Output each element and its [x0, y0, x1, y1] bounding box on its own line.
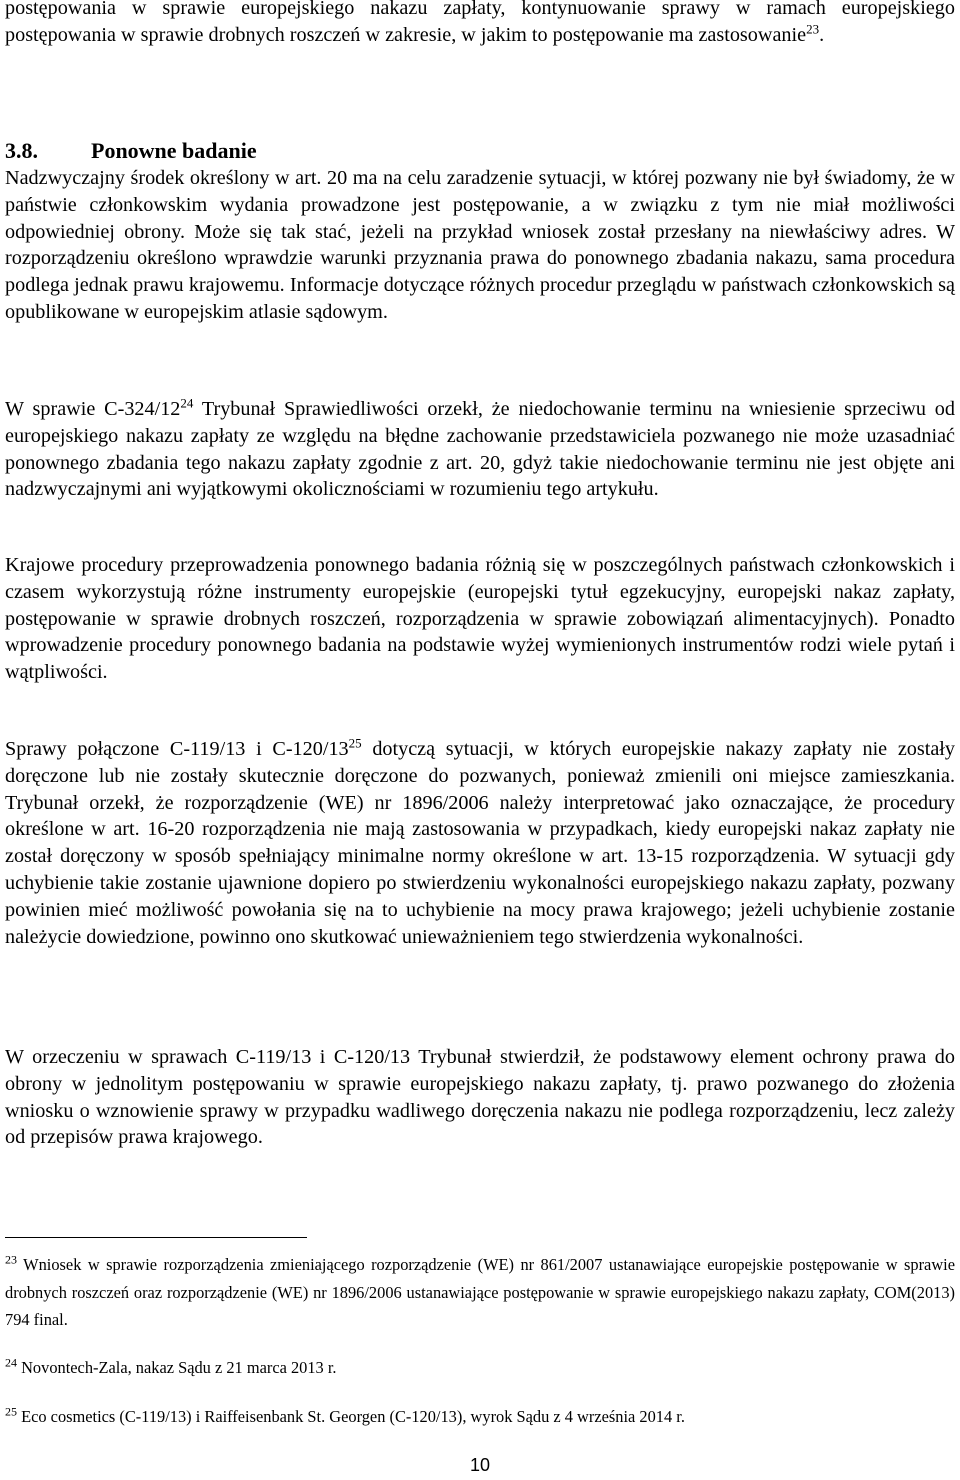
- paragraph-c119-start: Sprawy połączone C-119/13 i C-120/13: [5, 738, 349, 760]
- footnote-text: Eco cosmetics (C-119/13) i Raiffeisenbank St. Georgen (C-120/13), wyrok Sądu z 4 września 2014 r.: [17, 1407, 685, 1426]
- footnote-separator: [5, 1237, 307, 1238]
- paragraph-c119: [5, 736, 955, 950]
- page-number: 10: [469, 1455, 491, 1475]
- footnote-25: [5, 1403, 955, 1431]
- footnote-text: Novontech-Zala, nakaz Sądu z 21 marca 2013 r.: [17, 1358, 337, 1377]
- footnote-ref-23[interactable]: 23: [806, 21, 820, 37]
- footnote-ref-24[interactable]: 24: [180, 395, 194, 411]
- section-title: Ponowne badanie: [91, 138, 257, 163]
- section-number: 3.8.: [5, 138, 38, 163]
- paragraph-c119-rest: dotyczą sytuacji, w których europejskie nakazy zapłaty nie zostały doręczone lub nie zostały skutecznie doręczone do pozwanych, ponieważ zmienili oni miejsce zamieszkania. Trybunał orzekł, że rozporządzenie (WE) nr 1896/2006 należy interpretować jako oznaczające, że procedury określone w art. 16-20 rozporządzenia nie mają zastosowania w przypadkach, kiedy europejski nakaz zapłaty nie został doręczony w sposób spełniający minimalne normy określone w art. 13-15 rozporządzenia. W sytuacji gdy uchybienie takie zostanie ujawnione dopiero po stwierdzeniu wykonalności europejskiego nakazu zapłaty, pozwany powinien mieć możliwość powołania się na to uchybienie na mocy prawa krajowego; jeżeli uchybienie zostanie należycie dowiedzione, powinno ono skutkować unieważnieniem tego stwierdzenia wykonalności.: [5, 738, 956, 948]
- continued-text: postępowania w sprawie europejskiego nakazu zapłaty, kontynuowanie sprawy w ramach europejskiego postępowania w sprawie drobnych roszczeń w zakresie, w jakim to postępowanie ma zastosowanie: [5, 0, 955, 46]
- continued-paragraph: [5, 0, 955, 49]
- paragraph-c324-rest: Trybunał Sprawiedliwości orzekł, że niedochowanie terminu na wniesienie sprzeciwu od europejskiego nakazu zapłaty ze względu na błędne zachowanie przedstawiciela pozwanego nie może uzasadniać ponownego zbadania tego nakazu zapłaty zgodnie z art. 20, gdyż takie niedochowanie terminu nie jest objęte ani nadzwyczajnymi ani wyjątkowymi okolicznościami w rozumieniu tego artykułu.: [5, 398, 955, 501]
- paragraph-intro: Nadzwyczajny środek określony w art. 20 ma na celu zaradzenie sytuacji, w której pozwany nie był świadomy, że w państwie członkowskim wydania prowadzone jest postępowanie, a w związku z tym nie miał możliwości odpowiedniej obrony. Może się tak stać, jeżeli na przykład wniosek został przesłany na niewłaściwy adres. W rozporządzeniu określono wprawdzie warunki przyznania prawa do ponownego zbadania nakazu, sama procedura podlega jednak prawu krajowemu. Informacje dotyczące różnych procedur przeglądu w państwach członkowskich są opublikowane w europejskim atlasie sądowym.: [5, 167, 955, 323]
- footnote-ref-25[interactable]: 25: [348, 735, 362, 751]
- paragraph-c324: [5, 396, 955, 503]
- paragraph-orzeczenie: W orzeczeniu w sprawach C-119/13 i C-120/13 Trybunał stwierdził, że podstawowy element ochrony prawa do obrony w jednolitym postępowaniu w sprawie europejskiego nakazu zapłaty, tj. prawo pozwanego do złożenia wniosku o wznowienie sprawy w przypadku wadliwego doręczenia nakazu nie podlega rozporządzeniu, lecz zależy od przepisów prawa krajowego.: [5, 1046, 955, 1149]
- footnote-number: 25: [5, 1404, 17, 1419]
- footnote-23: [5, 1251, 955, 1334]
- footnote-24: [5, 1354, 955, 1382]
- footnote-number: 24: [5, 1355, 17, 1370]
- continued-end: .: [819, 23, 825, 46]
- paragraph-krajowe: Krajowe procedury przeprowadzenia ponownego badania różnią się w poszczególnych państwach członkowskich i czasem wykorzystują różne instrumenty europejskie (europejski tytuł egzekucyjny, europejski nakaz zapłaty, postępowanie w sprawie drobnych roszczeń, rozporządzenia w sprawie zobowiązań alimentacyjnych). Ponadto wprowadzenie procedury ponownego badania na podstawie wyżej wymienionych instrumentów rodzi wiele pytań i wątpliwości.: [5, 554, 955, 684]
- footnote-number: 23: [5, 1252, 17, 1267]
- section-heading: [5, 137, 257, 165]
- paragraph-c324-start: W sprawie C-324/12: [5, 398, 181, 420]
- footnote-text: Wniosek w sprawie rozporządzenia zmieniającego rozporządzenie (WE) nr 861/2007 ustanawiające europejskie postępowanie w sprawie drobnych roszczeń oraz rozporządzenie (WE) nr 1896/2006 ustanawiające postępowanie w sprawie europejskiego nakazu zapłaty, COM(2013) 794 final.: [5, 1255, 955, 1329]
